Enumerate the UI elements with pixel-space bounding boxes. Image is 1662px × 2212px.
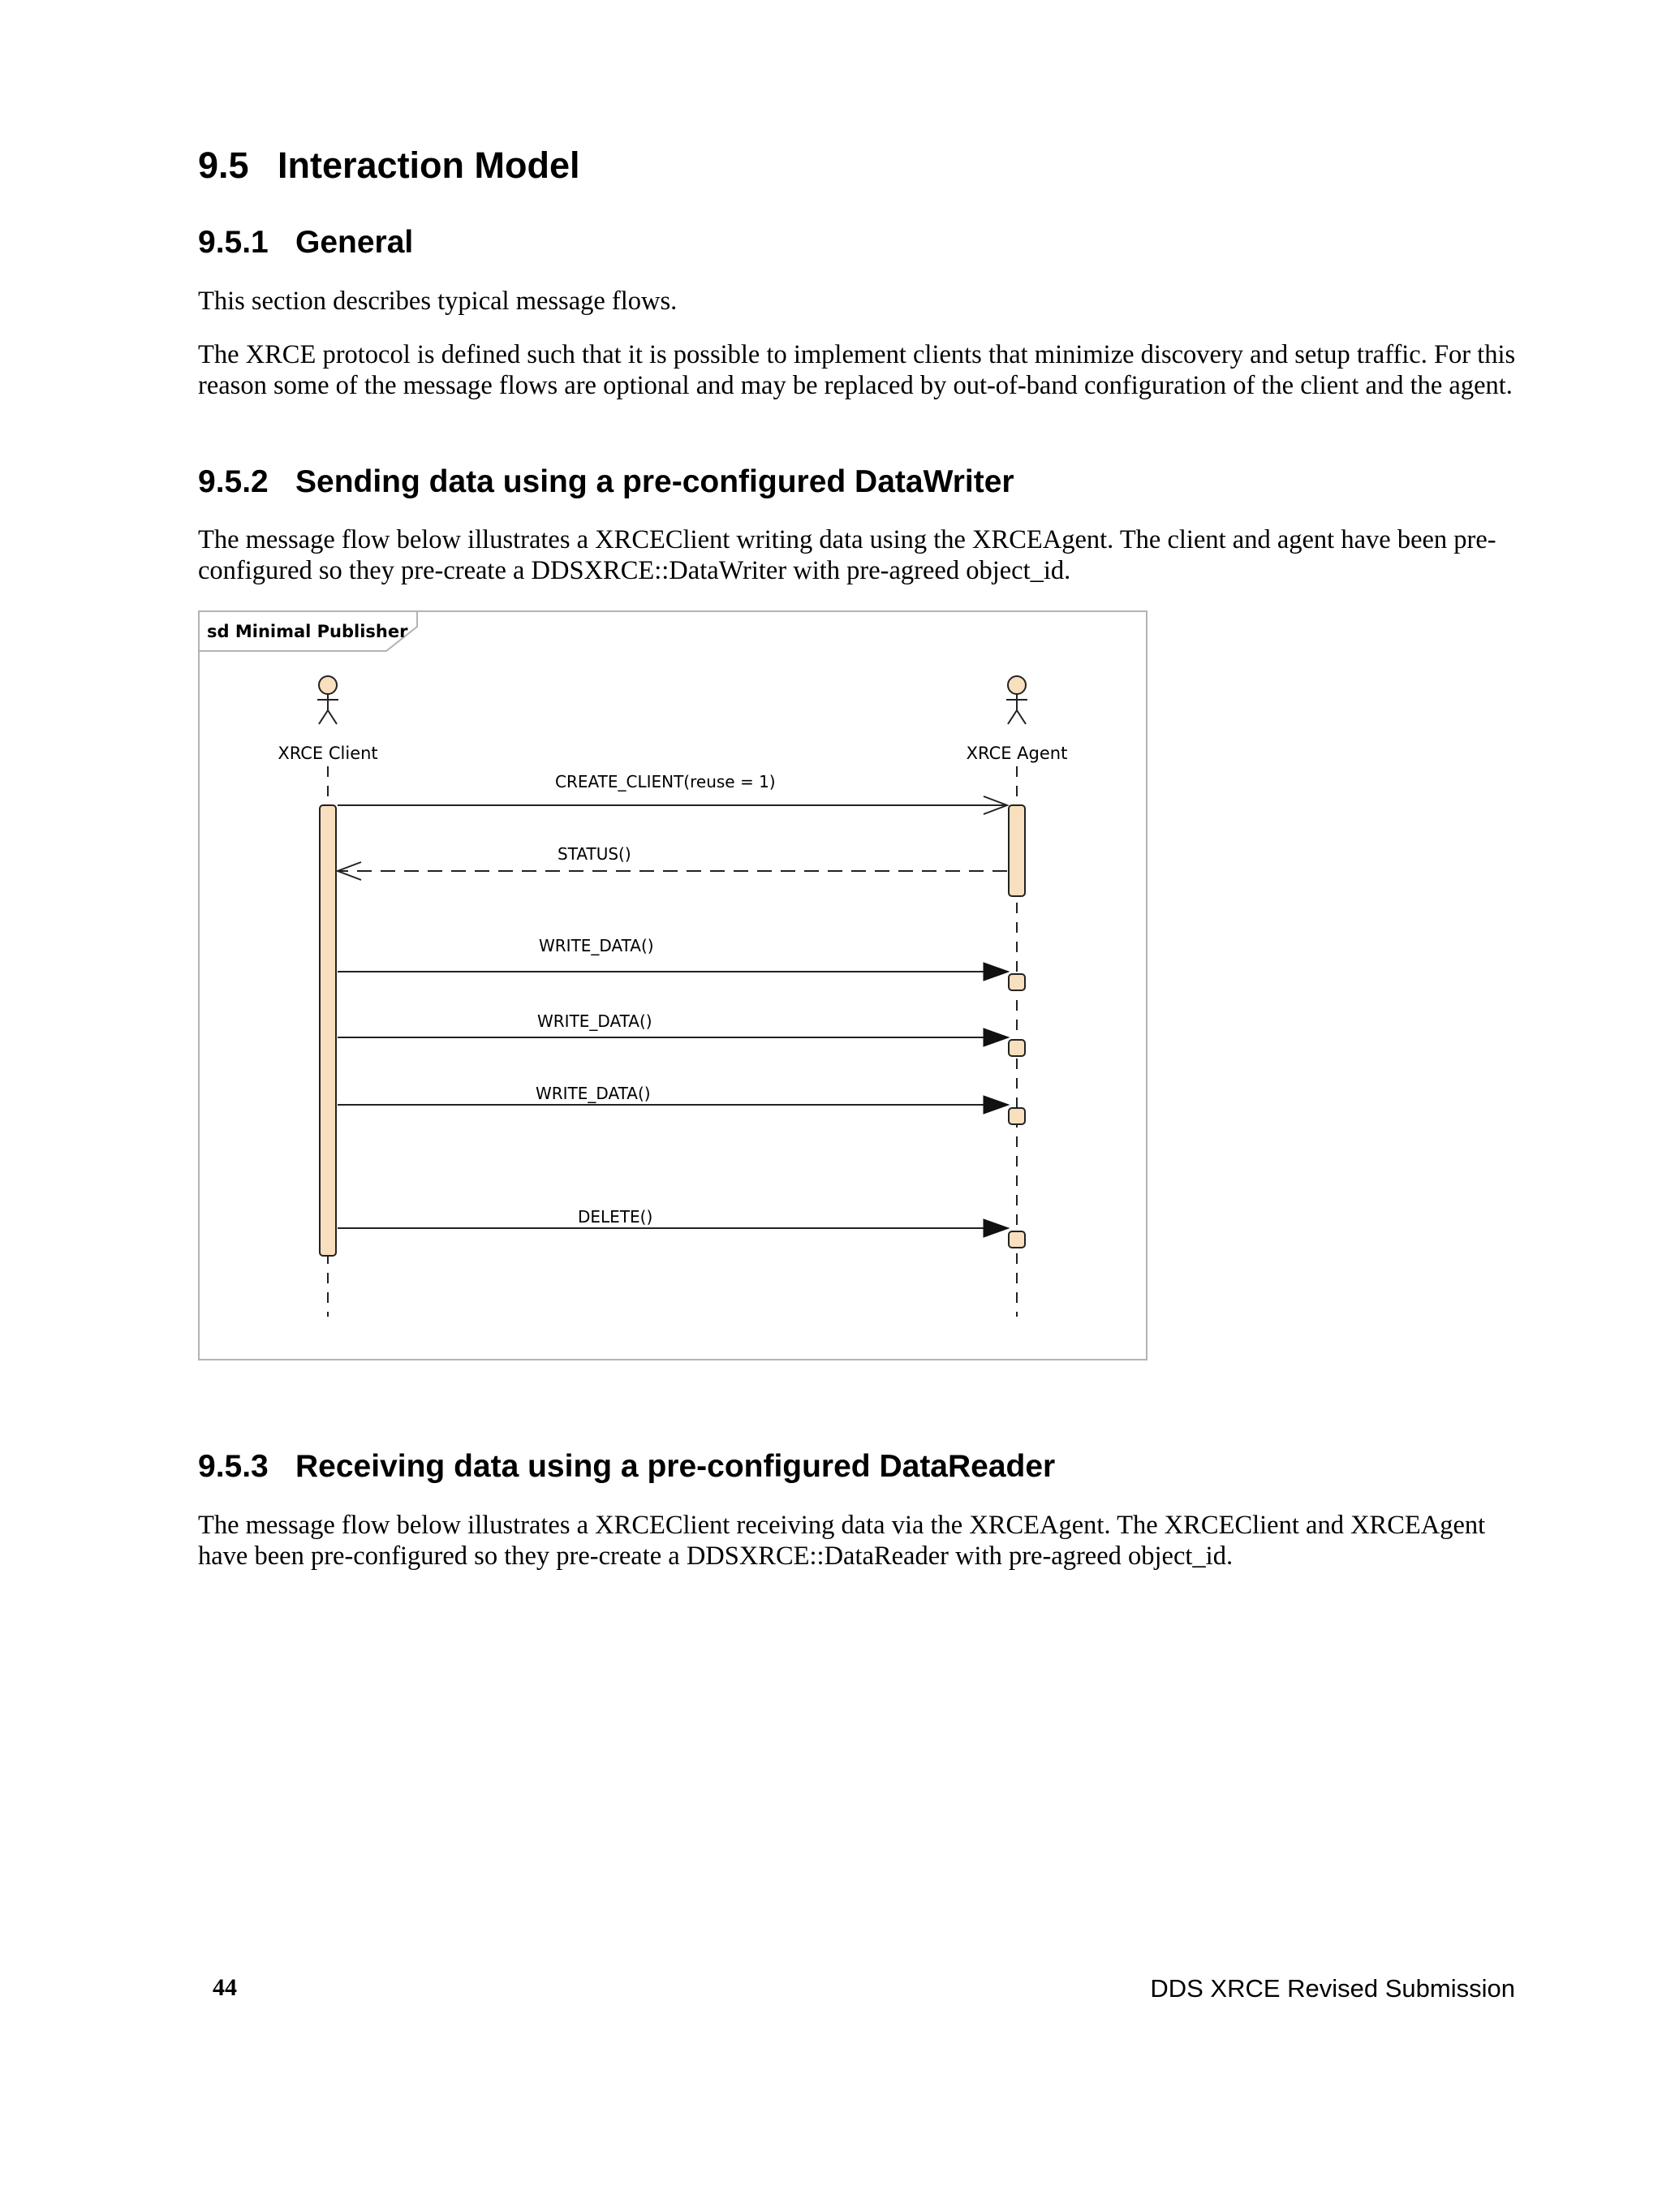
subsection-title: General: [295, 225, 414, 260]
subsection-heading-sending-data: [198, 464, 1014, 500]
section-number: 9.5: [198, 144, 249, 186]
message-label: WRITE_DATA(): [537, 1011, 652, 1031]
frame-label: sd Minimal Publisher: [207, 622, 408, 641]
actor-label: XRCE Agent: [966, 744, 1068, 763]
message-label: CREATE_CLIENT(reuse = 1): [555, 772, 776, 791]
subsection-heading-receiving-data: [198, 1449, 1055, 1485]
message-label: STATUS(): [558, 844, 631, 864]
paragraph: The message flow below illustrates a XRCEClient receiving data via the XRCEAgent. The XRCEClient and XRCEAgent have been pre-configured so they pre-create a DDSXRCE::DataReader with pre-agreed object_id.: [198, 1511, 1486, 1571]
activation-agent-small: [1009, 1231, 1025, 1248]
actor-label: XRCE Client: [278, 744, 378, 763]
activation-agent-small: [1009, 1108, 1025, 1124]
diagram-frame: [199, 611, 1147, 1360]
activation-agent: [1009, 805, 1025, 896]
activation-client: [320, 805, 336, 1256]
message-label: WRITE_DATA(): [536, 1084, 651, 1103]
paragraph: The XRCE protocol is defined such that it is possible to implement clients that minimize discovery and setup traffic. For this reason some of the message flows are optional and may be replaced by out-of-band configuration of the client and the agent.: [198, 340, 1516, 400]
section-heading: [198, 144, 580, 187]
message-label: WRITE_DATA(): [539, 936, 654, 955]
subsection-number: 9.5.2: [198, 464, 269, 499]
activation-agent-small: [1009, 1040, 1025, 1056]
page-number: 44: [213, 1974, 237, 2001]
subsection-number: 9.5.3: [198, 1449, 269, 1484]
paragraph: This section describes typical message flows.: [198, 287, 678, 316]
sequence-diagram: [198, 610, 1147, 1360]
activation-agent-small: [1009, 974, 1025, 990]
message-label: DELETE(): [578, 1207, 653, 1227]
actor-head: [319, 676, 337, 694]
actor-head: [1008, 676, 1026, 694]
document-title: DDS XRCE Revised Submission: [1150, 1974, 1515, 2003]
subsection-title: Sending data using a pre-configured DataWriter: [295, 464, 1014, 499]
paragraph: The message flow below illustrates a XRCEClient writing data using the XRCEAgent. The client and agent have been pre-configured so they pre-create a DDSXRCE::DataWriter with pre-agreed object_id.: [198, 525, 1496, 585]
subsection-title: Receiving data using a pre-configured DataReader: [295, 1449, 1056, 1484]
subsection-heading-general: [198, 225, 413, 261]
subsection-number: 9.5.1: [198, 225, 269, 260]
section-title: Interaction Model: [278, 144, 580, 186]
